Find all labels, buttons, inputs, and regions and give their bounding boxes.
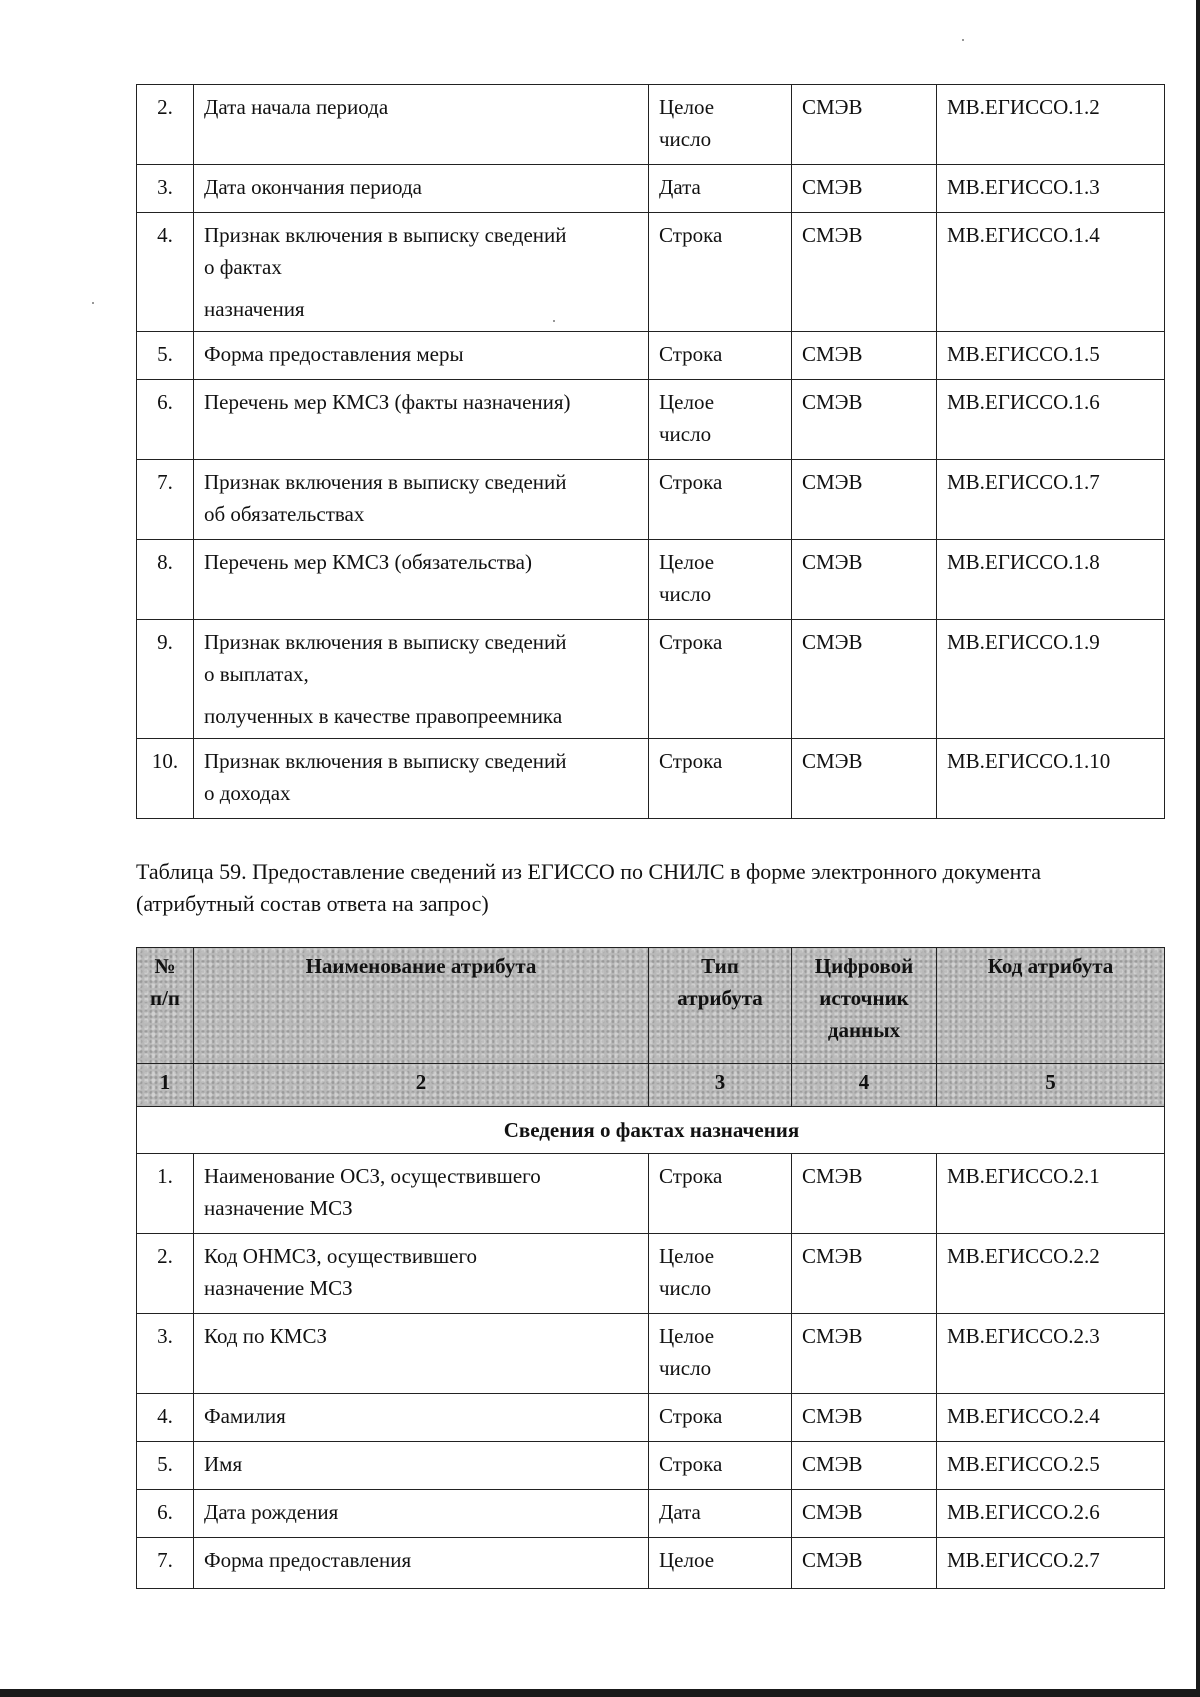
attribute-name: Дата рождения <box>194 1490 649 1538</box>
section-title: Сведения о фактах назначения <box>137 1107 1165 1154</box>
attribute-name: Фамилия <box>194 1394 649 1442</box>
attribute-code: МВ.ЕГИССО.2.7 <box>937 1538 1165 1589</box>
attribute-code: МВ.ЕГИССО.1.4 <box>937 213 1165 332</box>
column-number: 2 <box>194 1064 649 1107</box>
table-row <box>137 380 1165 460</box>
attribute-name: Признак включения в выписку сведений о выплатах, полученных в качестве правопреемника <box>194 620 649 739</box>
column-number: 1 <box>137 1064 194 1107</box>
table-row <box>137 85 1165 165</box>
attribute-type: Целое число <box>649 85 792 165</box>
row-number: 3. <box>137 165 194 213</box>
attribute-code: МВ.ЕГИССО.2.5 <box>937 1442 1165 1490</box>
attribute-code: МВ.ЕГИССО.1.6 <box>937 380 1165 460</box>
table-row <box>137 1442 1165 1490</box>
row-number: 6. <box>137 380 194 460</box>
header-attribute-name: Наименование атрибута <box>194 948 649 1064</box>
data-source: СМЭВ <box>792 1314 937 1394</box>
attribute-type: Целое число <box>649 380 792 460</box>
table-row <box>137 1154 1165 1234</box>
column-number: 3 <box>649 1064 792 1107</box>
row-number: 7. <box>137 1538 194 1589</box>
attribute-code: МВ.ЕГИССО.1.2 <box>937 85 1165 165</box>
attribute-name: Имя <box>194 1442 649 1490</box>
table-caption <box>136 856 1176 920</box>
table-row <box>137 739 1165 819</box>
column-number: 4 <box>792 1064 937 1107</box>
row-number: 7. <box>137 460 194 540</box>
data-source: СМЭВ <box>792 1154 937 1234</box>
attribute-type: Строка <box>649 1394 792 1442</box>
table-row <box>137 1394 1165 1442</box>
row-number: 2. <box>137 1234 194 1314</box>
caption-line: Таблица 59. Предоставление сведений из ЕГИССО по СНИЛС в форме электронного документа <box>136 859 1042 884</box>
attributes-table-continued <box>136 84 1165 819</box>
table-row <box>137 540 1165 620</box>
data-source: СМЭВ <box>792 739 937 819</box>
row-number: 5. <box>137 1442 194 1490</box>
table-row <box>137 1314 1165 1394</box>
attribute-code: МВ.ЕГИССО.2.2 <box>937 1234 1165 1314</box>
attribute-name: Код ОНМСЗ, осуществившего назначение МСЗ <box>194 1234 649 1314</box>
attribute-type: Целое число <box>649 540 792 620</box>
table-row <box>137 1538 1165 1589</box>
row-number: 10. <box>137 739 194 819</box>
data-source: СМЭВ <box>792 1442 937 1490</box>
attribute-code: МВ.ЕГИССО.1.7 <box>937 460 1165 540</box>
data-source: СМЭВ <box>792 165 937 213</box>
attribute-name: Признак включения в выписку сведений о фактах назначения <box>194 213 649 332</box>
attribute-type: Строка <box>649 1154 792 1234</box>
attribute-name: Форма предоставления <box>194 1538 649 1589</box>
row-number: 1. <box>137 1154 194 1234</box>
row-number: 6. <box>137 1490 194 1538</box>
scan-speck <box>962 39 964 41</box>
table-row <box>137 213 1165 332</box>
attribute-type: Строка <box>649 460 792 540</box>
attribute-name: Дата начала периода <box>194 85 649 165</box>
header-data-source: Цифровой источник данных <box>792 948 937 1064</box>
row-number: 5. <box>137 332 194 380</box>
table-row <box>137 165 1165 213</box>
row-number: 8. <box>137 540 194 620</box>
attribute-name: Код по КМСЗ <box>194 1314 649 1394</box>
caption-line: (атрибутный состав ответа на запрос) <box>136 891 489 916</box>
attribute-type: Строка <box>649 739 792 819</box>
row-number: 3. <box>137 1314 194 1394</box>
attribute-type: Строка <box>649 332 792 380</box>
attribute-name: Наименование ОСЗ, осуществившего назначение МСЗ <box>194 1154 649 1234</box>
attribute-type: Строка <box>649 213 792 332</box>
table-row <box>137 1234 1165 1314</box>
attribute-code: МВ.ЕГИССО.2.3 <box>937 1314 1165 1394</box>
table-header-row <box>137 948 1165 1064</box>
attribute-type: Дата <box>649 165 792 213</box>
data-source: СМЭВ <box>792 85 937 165</box>
data-source: СМЭВ <box>792 1490 937 1538</box>
attribute-code: МВ.ЕГИССО.1.10 <box>937 739 1165 819</box>
attribute-code: МВ.ЕГИССО.1.8 <box>937 540 1165 620</box>
column-number: 5 <box>937 1064 1165 1107</box>
attribute-type: Строка <box>649 620 792 739</box>
attribute-code: МВ.ЕГИССО.1.5 <box>937 332 1165 380</box>
row-number: 4. <box>137 1394 194 1442</box>
attribute-name: Признак включения в выписку сведений о доходах <box>194 739 649 819</box>
scan-speck <box>92 302 94 304</box>
data-source: СМЭВ <box>792 1538 937 1589</box>
attribute-type: Целое <box>649 1538 792 1589</box>
attribute-code: МВ.ЕГИССО.2.6 <box>937 1490 1165 1538</box>
data-source: СМЭВ <box>792 380 937 460</box>
attribute-code: МВ.ЕГИССО.2.1 <box>937 1154 1165 1234</box>
attribute-name: Перечень мер КМСЗ (факты назначения) <box>194 380 649 460</box>
attributes-table <box>136 947 1165 1589</box>
attribute-code: МВ.ЕГИССО.1.3 <box>937 165 1165 213</box>
scan-edge-bottom <box>0 1689 1200 1697</box>
data-source: СМЭВ <box>792 460 937 540</box>
table-row <box>137 332 1165 380</box>
attribute-type: Целое число <box>649 1314 792 1394</box>
header-number: № п/п <box>137 948 194 1064</box>
scan-edge-right <box>1196 0 1200 1697</box>
attribute-type: Строка <box>649 1442 792 1490</box>
data-source: СМЭВ <box>792 332 937 380</box>
section-row <box>137 1107 1165 1154</box>
header-attribute-type: Тип атрибута <box>649 948 792 1064</box>
row-number: 9. <box>137 620 194 739</box>
attribute-name: Дата окончания периода <box>194 165 649 213</box>
attribute-name: Признак включения в выписку сведений об обязательствах <box>194 460 649 540</box>
data-source: СМЭВ <box>792 540 937 620</box>
data-source: СМЭВ <box>792 620 937 739</box>
data-source: СМЭВ <box>792 1394 937 1442</box>
attribute-name: Перечень мер КМСЗ (обязательства) <box>194 540 649 620</box>
column-numbers-row <box>137 1064 1165 1107</box>
row-number: 4. <box>137 213 194 332</box>
data-source: СМЭВ <box>792 1234 937 1314</box>
row-number: 2. <box>137 85 194 165</box>
attribute-name: Форма предоставления меры <box>194 332 649 380</box>
table-row <box>137 1490 1165 1538</box>
table-row <box>137 460 1165 540</box>
attribute-type: Дата <box>649 1490 792 1538</box>
attribute-code: МВ.ЕГИССО.2.4 <box>937 1394 1165 1442</box>
attribute-type: Целое число <box>649 1234 792 1314</box>
data-source: СМЭВ <box>792 213 937 332</box>
table-row <box>137 620 1165 739</box>
header-attribute-code: Код атрибута <box>937 948 1165 1064</box>
attribute-code: МВ.ЕГИССО.1.9 <box>937 620 1165 739</box>
